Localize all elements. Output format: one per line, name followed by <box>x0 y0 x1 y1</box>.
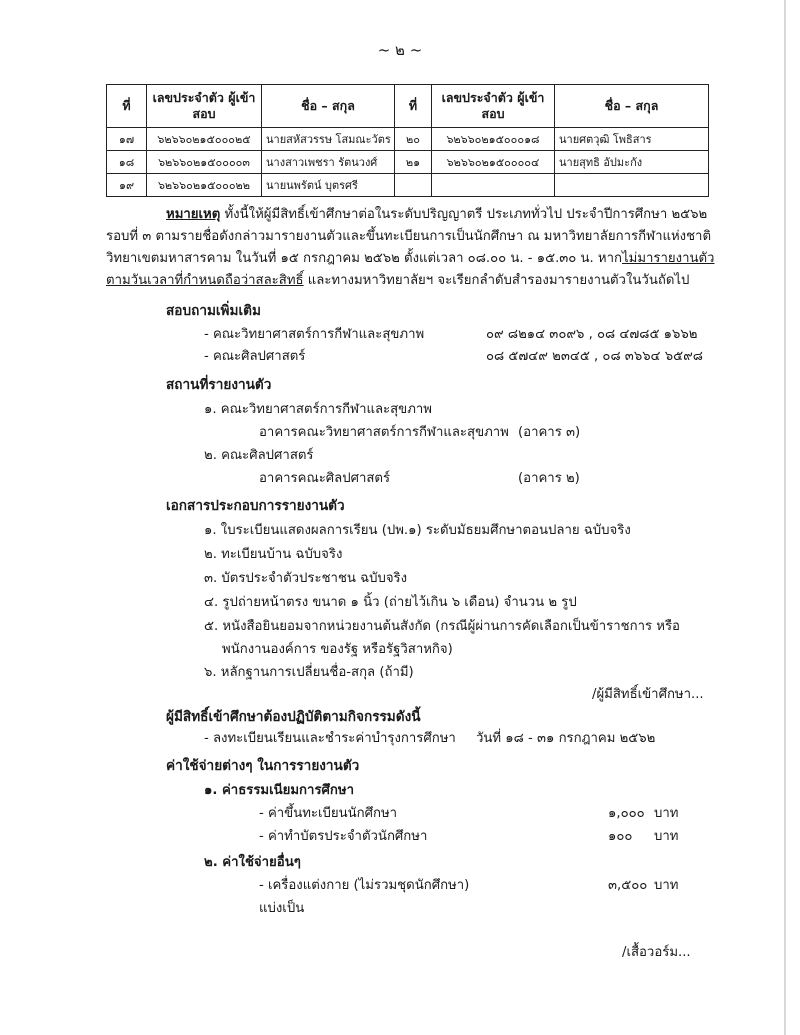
table-cell: นายนพรัตน์ บุตรศรี <box>262 174 395 197</box>
inquiry-item-label: - คณะศิลปศาสตร์ <box>204 349 306 364</box>
document-item: ๖. หลักฐานการเปลี่ยนชื่อ-สกุล (ถ้ามี) <box>204 665 414 680</box>
note-label: หมายเหตุ <box>166 207 221 222</box>
expense-sub-label: แบ่งเป็น <box>259 901 305 916</box>
page-number: ~ ๒ ~ <box>377 41 423 59</box>
document-item: ๑. ใบระเบียนแสดงผลการเรียน (ปพ.๑) ระดับมัธยมศึกษาตอนปลาย ฉบับจริง <box>204 523 631 538</box>
table-cell <box>395 174 432 197</box>
scan-edge <box>784 0 786 1035</box>
note-text: และทางมหาวิทยาลัยฯ จะเรียกลำดับสำรองมารายงานตัวในวันถัดไป <box>303 273 690 288</box>
inquiry-item-label: - คณะวิทยาศาสตร์การกีฬาและสุขภาพ <box>204 327 425 342</box>
activities-heading: ผู้มีสิทธิ์เข้าศึกษาต้องปฏิบัติตามกิจกรรมดังนี้ <box>166 709 421 725</box>
table-cell: ๖๒๖๖๐๒๑๕๐๐๐๒๒ <box>147 174 262 197</box>
expense-unit: บาท <box>654 829 679 844</box>
document-item-continued: พนักงานองค์การ ของรัฐ หรือรัฐวิสาหกิจ) <box>222 642 453 657</box>
note-text: ทั้งนี้ให้ผู้มีสิทธิ์เข้าศึกษาต่อในระดับปริญญาตรี ประเภททั่วไป ประจำปีการศึกษา ๒๕๖๒ <box>220 207 708 222</box>
continuation-note: /เสื้อวอร์ม... <box>622 945 691 960</box>
column-header: เลขประจำตัว ผู้เข้าสอบ <box>432 85 555 128</box>
column-header: เลขประจำตัว ผู้เข้าสอบ <box>147 85 262 128</box>
expense-amount: ๑๐๐ <box>608 829 633 844</box>
candidate-table <box>106 84 709 197</box>
location-heading: สถานที่รายงานตัว <box>166 377 272 393</box>
table-cell: นางสาวเพชรา รัตนวงศ์ <box>262 151 395 174</box>
location-building-no-2: (อาคาร ๒) <box>518 471 580 486</box>
inquiry-heading: สอบถามเพิ่มเติม <box>166 303 261 319</box>
table-cell: ๑๘ <box>107 151 147 174</box>
table-cell: นายศตวุฒิ โพธิสาร <box>555 128 709 151</box>
table-cell <box>432 174 555 197</box>
location-faculty-2: ๒. คณะศิลปศาสตร์ <box>204 448 314 463</box>
column-header: ที่ <box>107 85 147 128</box>
expense-item-label: - เครื่องแต่งกาย (ไม่รวมชุดนักศึกษา) <box>259 878 470 893</box>
table-row <box>107 174 709 197</box>
document-item: ๒. ทะเบียนบ้าน ฉบับจริง <box>204 547 343 562</box>
note-emphasis: ไม่มารายงานตัว <box>622 251 715 266</box>
activity-date: วันที่ ๑๘ - ๓๑ กรกฎาคม ๒๕๖๒ <box>476 731 656 746</box>
table-row <box>107 128 709 151</box>
expense-section-2: ๒. ค่าใช้จ่ายอื่นๆ <box>204 855 301 870</box>
note-text: วิทยาเขตมหาสารคาม ในวันที่ ๑๕ กรกฎาคม ๒๕๖๒ ตั้งแต่เวลา ๐๘.๐๐ น. - ๑๕.๓๐ น. หาก <box>106 251 622 266</box>
expense-amount: ๑,๐๐๐ <box>608 806 645 821</box>
table-header-row <box>107 85 709 128</box>
expense-section-1: ๑. ค่าธรรมเนียมการศึกษา <box>204 783 354 798</box>
note-line-1 <box>166 205 707 225</box>
expenses-heading: ค่าใช้จ่ายต่างๆ ในการรายงานตัว <box>166 758 360 774</box>
location-building-1: อาคารคณะวิทยาศาสตร์การกีฬาและสุขภาพ <box>259 425 509 440</box>
expense-amount: ๓,๕๐๐ <box>608 878 648 893</box>
table-cell: ๖๒๖๖๐๒๑๕๐๐๐๑๘ <box>432 128 555 151</box>
column-header: ที่ <box>395 85 432 128</box>
table-cell: ๖๒๖๖๐๒๑๕๐๐๐๒๕ <box>147 128 262 151</box>
inquiry-phone: ๐๙ ๘๒๑๔ ๓๐๙๖ , ๐๘ ๔๗๘๕ ๑๖๖๒ <box>486 327 698 342</box>
table-cell: ๑๗ <box>107 128 147 151</box>
expense-item-label: - ค่าทำบัตรประจำตัวนักศึกษา <box>259 829 428 844</box>
table-cell: ๒๑ <box>395 151 432 174</box>
location-faculty-1: ๑. คณะวิทยาศาสตร์การกีฬาและสุขภาพ <box>204 402 432 417</box>
table-cell <box>555 174 709 197</box>
note-emphasis: ตามวันเวลาที่กำหนดถือว่าสละสิทธิ์ <box>106 273 304 288</box>
table-cell: นายสหัสวรรษ โสมณะวัตร <box>262 128 395 151</box>
inquiry-phone: ๐๘ ๕๗๔๙ ๒๓๔๕ , ๐๘ ๓๖๖๔ ๖๕๙๘ <box>486 349 703 364</box>
table-cell: ๖๒๖๖๐๒๑๕๐๐๐๐๔ <box>432 151 555 174</box>
table-row <box>107 151 709 174</box>
location-building-2: อาคารคณะศิลปศาสตร์ <box>259 471 391 486</box>
table-cell: ๖๒๖๖๐๒๑๕๐๐๐๐๓ <box>147 151 262 174</box>
document-item: ๓. บัตรประจำตัวประชาชน ฉบับจริง <box>204 571 408 586</box>
location-building-no-1: (อาคาร ๓) <box>518 425 581 440</box>
continuation-note: /ผู้มีสิทธิ์เข้าศึกษา... <box>592 687 704 702</box>
column-header: ชื่อ – สกุล <box>555 85 709 128</box>
document-item: ๕. หนังสือยินยอมจากหน่วยงานต้นสังกัด (กรณีผู้ผ่านการคัดเลือกเป็นข้าราชการ หรือ <box>204 619 680 634</box>
table-cell: นายสุทธิ อัปมะกัง <box>555 151 709 174</box>
expense-unit: บาท <box>654 806 679 821</box>
table-cell: ๒๐ <box>395 128 432 151</box>
document-item: ๔. รูปถ่ายหน้าตรง ขนาด ๑ นิ้ว (ถ่ายไว้เกิน ๖ เดือน) จำนวน ๒ รูป <box>204 595 577 610</box>
note-line-4 <box>106 271 689 291</box>
activity-item: - ลงทะเบียนเรียนและชำระค่าบำรุงการศึกษา <box>204 731 456 746</box>
expense-unit: บาท <box>654 878 679 893</box>
table-cell: ๑๙ <box>107 174 147 197</box>
column-header: ชื่อ – สกุล <box>262 85 395 128</box>
note-line-2: รอบที่ ๓ ตามรายชื่อดังกล่าวมารายงานตัวและขึ้นทะเบียนการเป็นนักศึกษา ณ มหาวิทยาลัยการกีฬาแห่งชาติ <box>106 229 712 244</box>
documents-heading: เอกสารประกอบการรายงานตัว <box>166 498 345 514</box>
expense-item-label: - ค่าขึ้นทะเบียนนักศึกษา <box>259 806 398 821</box>
note-line-3 <box>106 249 714 269</box>
